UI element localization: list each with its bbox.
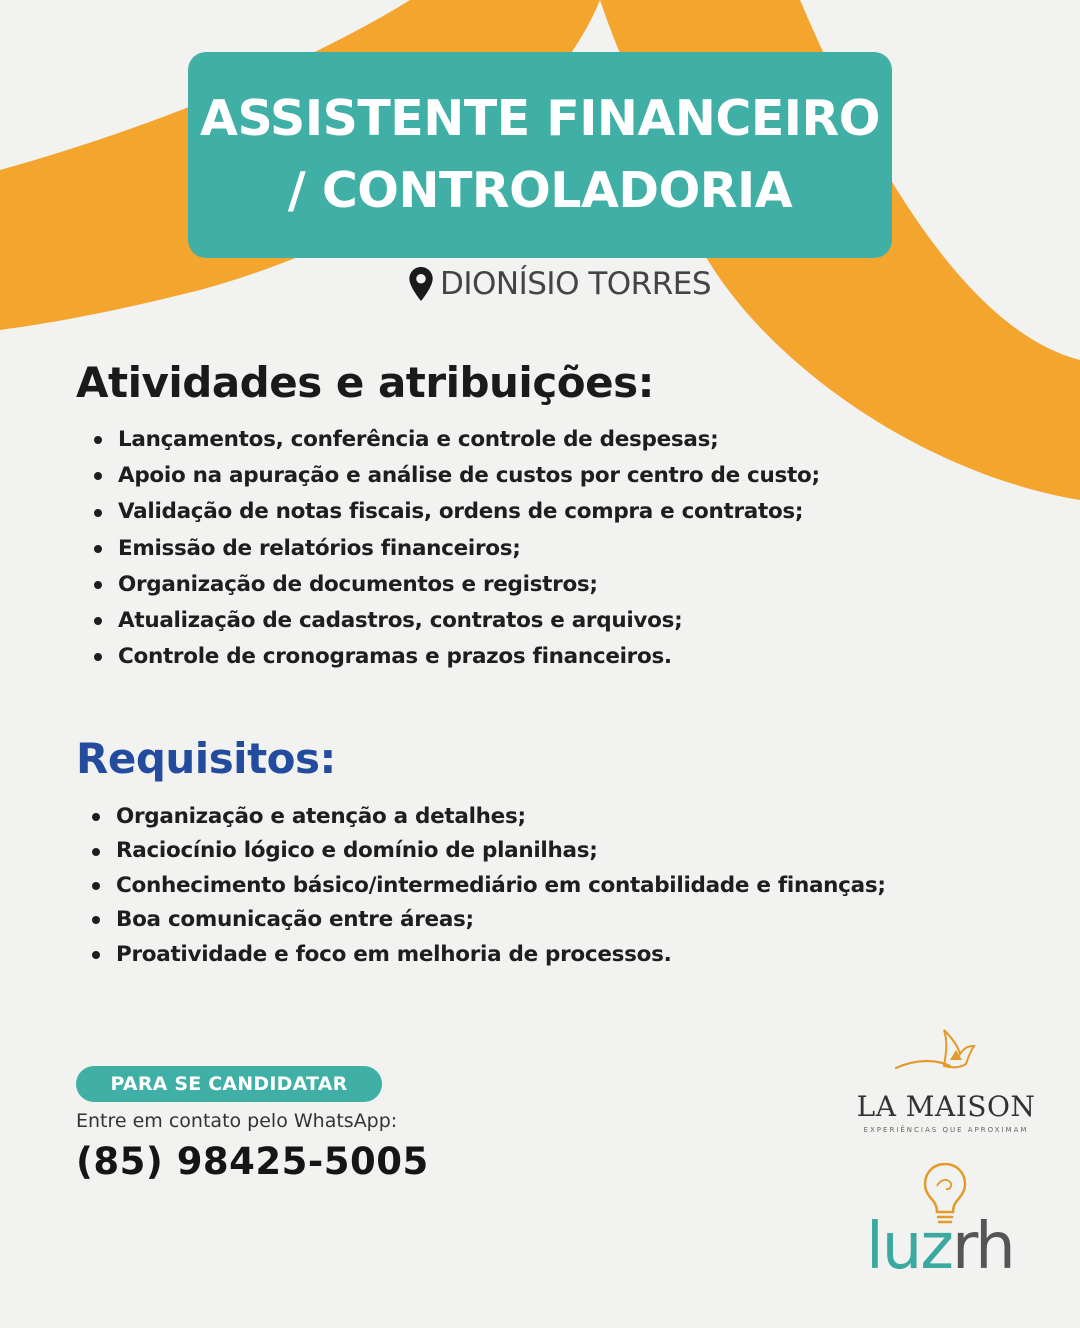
requirements-list	[90, 800, 886, 972]
contact-text: Entre em contato pelo WhatsApp:	[76, 1110, 398, 1132]
title-box	[188, 52, 892, 258]
location-text: DIONÍSIO TORRES	[440, 266, 712, 302]
fox-emblem-icon	[888, 1020, 988, 1090]
luzrh-logo	[862, 1160, 1032, 1290]
title-line-2: / CONTROLADORIA	[287, 162, 793, 219]
list-item: Conhecimento básico/intermediário em contabilidade e finanças;	[90, 869, 886, 903]
requirements-title: Requisitos:	[76, 734, 336, 783]
lamaison-name: LA MAISON	[856, 1090, 1036, 1123]
list-item: Apoio na apuração e análise de custos por centro de custo;	[92, 458, 820, 494]
list-item: Organização e atenção a detalhes;	[90, 800, 886, 834]
luzrh-wordmark: luzrh	[866, 1210, 1014, 1284]
list-item: Raciocínio lógico e domínio de planilhas;	[90, 834, 886, 868]
apply-badge: PARA SE CANDIDATAR	[76, 1066, 382, 1102]
lamaison-logo	[846, 1020, 1046, 1140]
list-item: Organização de documentos e registros;	[92, 567, 820, 603]
list-item: Emissão de relatórios financeiros;	[92, 531, 820, 567]
list-item: Proatividade e foco em melhoria de processos.	[90, 938, 886, 972]
list-item: Controle de cronogramas e prazos financeiros.	[92, 639, 820, 675]
phone-number[interactable]: (85) 98425-5005	[76, 1140, 429, 1183]
map-pin-icon	[408, 266, 434, 302]
list-item: Atualização de cadastros, contratos e arquivos;	[92, 603, 820, 639]
title-line-1: ASSISTENTE FINANCEIRO	[200, 90, 880, 147]
list-item: Boa comunicação entre áreas;	[90, 903, 886, 937]
activities-list	[92, 422, 820, 675]
list-item: Validação de notas fiscais, ordens de compra e contratos;	[92, 494, 820, 530]
list-item: Lançamentos, conferência e controle de despesas;	[92, 422, 820, 458]
activities-title: Atividades e atribuições:	[76, 358, 654, 407]
lamaison-tagline: EXPERIÊNCIAS QUE APROXIMAM	[863, 1126, 1029, 1134]
location	[408, 262, 711, 306]
